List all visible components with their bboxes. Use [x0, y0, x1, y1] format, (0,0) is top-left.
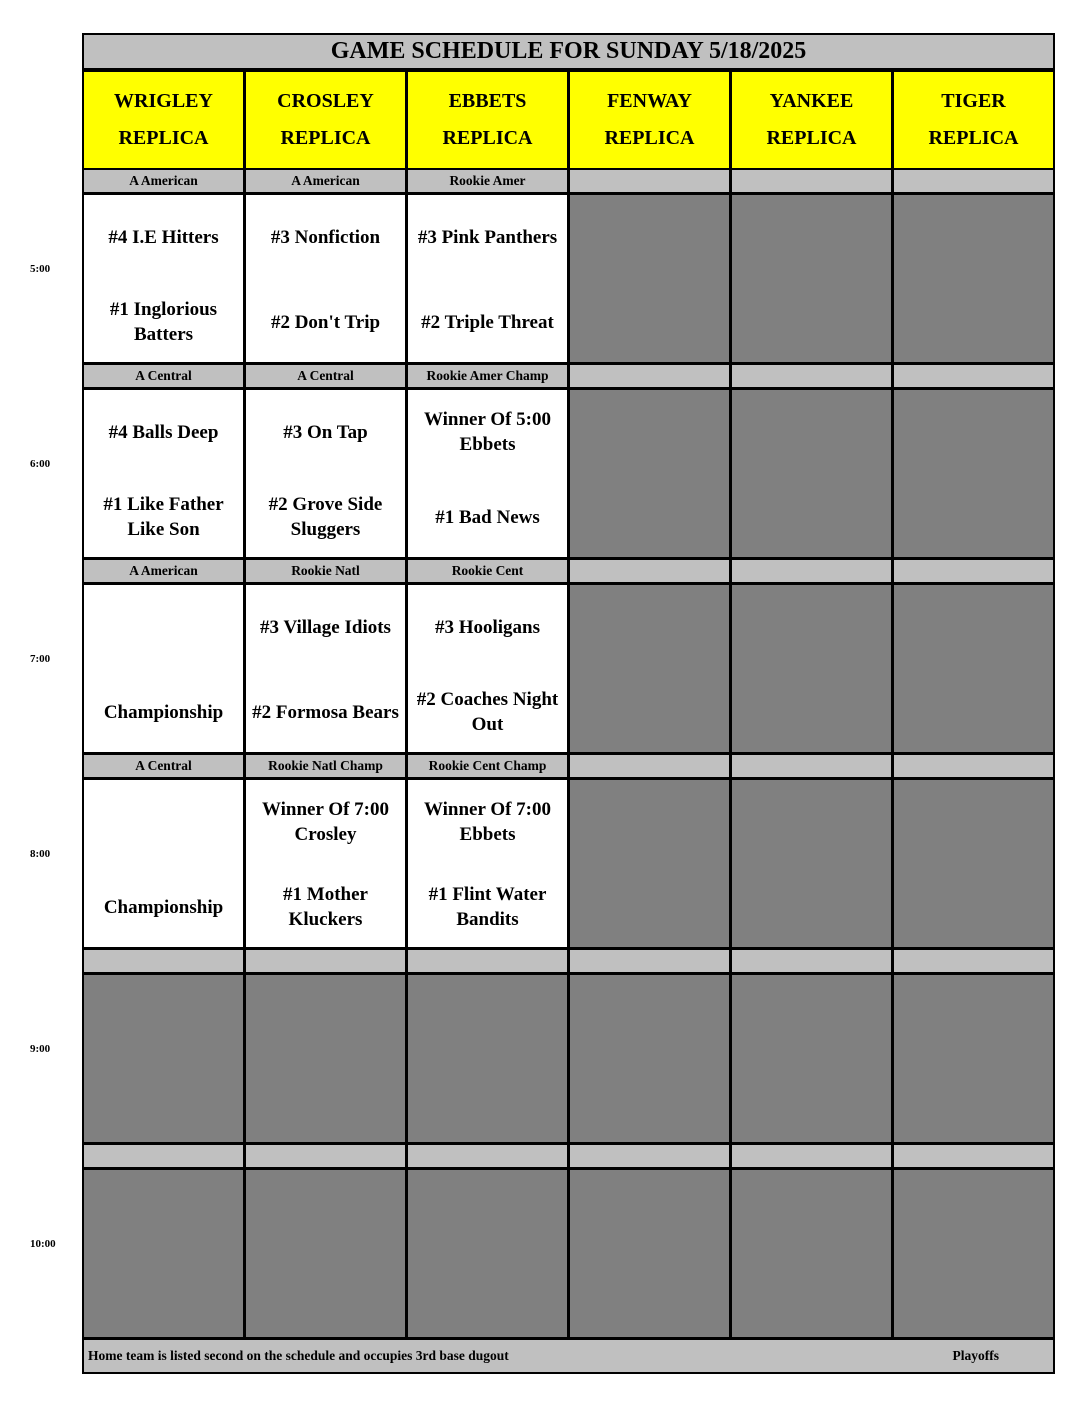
- game-cell: [246, 195, 405, 362]
- empty-slot: [894, 585, 1053, 752]
- empty-slot: [894, 195, 1053, 362]
- division-label: Rookie Amer: [408, 170, 567, 192]
- division-label: A American: [84, 560, 243, 582]
- empty-slot: [732, 975, 891, 1142]
- division-label: [732, 950, 891, 972]
- division-label: [570, 365, 729, 387]
- game-cell: [84, 585, 243, 752]
- division-label: Rookie Cent Champ: [408, 755, 567, 777]
- field-subtitle: REPLICA: [766, 127, 857, 149]
- away-team: #3 Village Idiots: [260, 616, 391, 638]
- game-cell: [408, 780, 567, 947]
- home-team: #2 Formosa Bears: [252, 701, 399, 723]
- division-label: [894, 170, 1053, 192]
- time-label: 6:00: [30, 458, 51, 470]
- home-team: #1 Bad News: [435, 506, 540, 528]
- division-label: [570, 950, 729, 972]
- division-label: [570, 1145, 729, 1167]
- field-subtitle: REPLICA: [280, 127, 371, 149]
- home-team: #2 Grove Side Sluggers: [268, 494, 383, 540]
- empty-slot: [894, 780, 1053, 947]
- division-label: [894, 365, 1053, 387]
- field-subtitle: REPLICA: [604, 127, 695, 149]
- empty-slot: [570, 975, 729, 1142]
- empty-slot: [732, 390, 891, 557]
- game-cell: [408, 195, 567, 362]
- field-header-5: [894, 72, 1053, 168]
- game-cell: [246, 390, 405, 557]
- field-name: EBBETS: [448, 90, 527, 112]
- away-team: Winner Of 7:00 Crosley: [261, 799, 390, 845]
- away-team: #3 On Tap: [283, 421, 368, 443]
- division-label: Rookie Natl: [246, 560, 405, 582]
- division-label: Rookie Natl Champ: [246, 755, 405, 777]
- away-team: #4 I.E Hitters: [108, 226, 219, 248]
- field-header-4: [732, 72, 891, 168]
- empty-slot: [570, 780, 729, 947]
- division-label: Rookie Amer Champ: [408, 365, 567, 387]
- away-team: #3 Nonfiction: [270, 226, 381, 248]
- division-label: [408, 950, 567, 972]
- division-label: [408, 1145, 567, 1167]
- away-team: Winner Of 7:00 Ebbets: [423, 799, 552, 845]
- home-team: #2 Triple Threat: [421, 311, 554, 333]
- division-label: [570, 755, 729, 777]
- field-subtitle: REPLICA: [118, 127, 209, 149]
- empty-slot: [732, 195, 891, 362]
- home-team: Championship: [103, 896, 224, 918]
- footer-bar: [84, 1340, 1053, 1372]
- away-team: #3 Pink Panthers: [417, 226, 558, 248]
- away-team: [84, 790, 243, 854]
- field-header-0: [84, 72, 243, 168]
- field-name: WRIGLEY: [114, 90, 213, 112]
- division-label: [84, 1145, 243, 1167]
- field-header-3: [570, 72, 729, 168]
- game-cell: [246, 585, 405, 752]
- division-label: [732, 755, 891, 777]
- away-team: #4 Balls Deep: [108, 421, 219, 443]
- schedule-title: GAME SCHEDULE FOR SUNDAY 5/18/2025: [84, 35, 1053, 70]
- empty-slot: [732, 1170, 891, 1337]
- field-name: CROSLEY: [277, 90, 374, 112]
- division-label: A American: [84, 170, 243, 192]
- game-cell: [84, 195, 243, 362]
- division-label: [570, 560, 729, 582]
- empty-slot: [894, 1170, 1053, 1337]
- division-label: A American: [246, 170, 405, 192]
- game-cell: [408, 390, 567, 557]
- field-name: TIGER: [941, 90, 1006, 112]
- field-name: YANKEE: [769, 90, 854, 112]
- division-label: [732, 170, 891, 192]
- division-label: [570, 170, 729, 192]
- empty-slot: [732, 585, 891, 752]
- empty-slot: [408, 1170, 567, 1337]
- division-label: [732, 1145, 891, 1167]
- empty-slot: [246, 1170, 405, 1337]
- field-name: FENWAY: [607, 90, 692, 112]
- game-cell: [246, 780, 405, 947]
- time-label: 10:00: [30, 1238, 56, 1250]
- empty-slot: [894, 390, 1053, 557]
- footer-playoffs-tag: Playoffs: [952, 1348, 999, 1363]
- division-label: [246, 950, 405, 972]
- division-label: [894, 950, 1053, 972]
- game-cell: [408, 585, 567, 752]
- empty-slot: [570, 390, 729, 557]
- empty-slot: [84, 1170, 243, 1337]
- empty-slot: [732, 780, 891, 947]
- home-team: #2 Don't Trip: [270, 311, 381, 333]
- division-label: [84, 950, 243, 972]
- division-label: Rookie Cent: [408, 560, 567, 582]
- home-team: #1 Mother Kluckers: [283, 884, 368, 930]
- empty-slot: [408, 975, 567, 1142]
- field-header-2: [408, 72, 567, 168]
- schedule-grid: [82, 33, 1055, 1374]
- game-cell: [84, 390, 243, 557]
- time-label: 9:00: [30, 1043, 51, 1055]
- game-cell: [84, 780, 243, 947]
- home-team: #1 Like Father Like Son: [103, 494, 224, 540]
- away-team: [84, 595, 243, 659]
- empty-slot: [84, 975, 243, 1142]
- time-label: 8:00: [30, 848, 51, 860]
- division-label: [732, 365, 891, 387]
- empty-slot: [246, 975, 405, 1142]
- division-label: [894, 755, 1053, 777]
- division-label: A Central: [84, 365, 243, 387]
- footer-note: Home team is listed second on the schedule and occupies 3rd base dugout: [88, 1348, 509, 1363]
- empty-slot: [570, 195, 729, 362]
- empty-slot: [570, 585, 729, 752]
- home-team: #2 Coaches Night Out: [416, 689, 559, 735]
- division-label: [894, 560, 1053, 582]
- division-label: [246, 1145, 405, 1167]
- division-label: [894, 1145, 1053, 1167]
- home-team: Championship: [103, 701, 224, 723]
- time-label: 7:00: [30, 653, 51, 665]
- field-subtitle: REPLICA: [442, 127, 533, 149]
- away-team: #3 Hooligans: [434, 616, 541, 638]
- field-subtitle: REPLICA: [928, 127, 1019, 149]
- empty-slot: [570, 1170, 729, 1337]
- away-team: Winner Of 5:00 Ebbets: [423, 409, 552, 455]
- division-label: A Central: [246, 365, 405, 387]
- field-header-1: [246, 72, 405, 168]
- division-label: A Central: [84, 755, 243, 777]
- home-team: #1 Flint Water Bandits: [428, 884, 547, 930]
- empty-slot: [894, 975, 1053, 1142]
- time-label: 5:00: [30, 263, 51, 275]
- division-label: [732, 560, 891, 582]
- home-team: #1 Inglorious Batters: [109, 299, 218, 345]
